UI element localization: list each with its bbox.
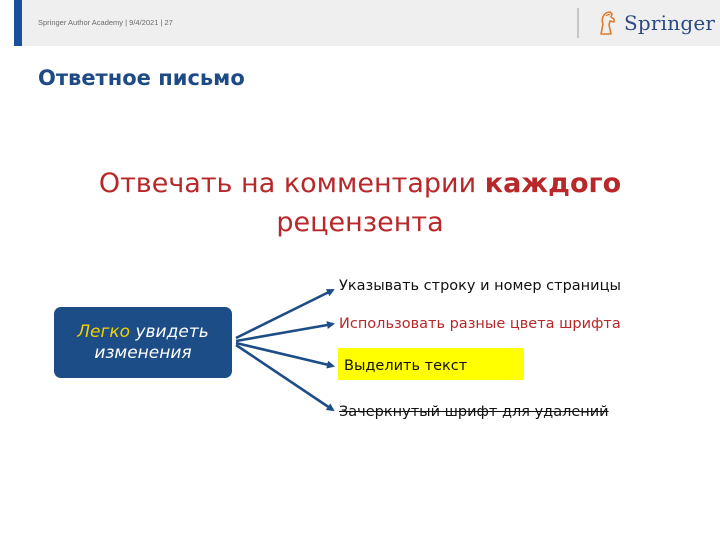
source-line-1-rest: увидеть: [130, 321, 209, 342]
statement-emphasis: каждого: [484, 168, 622, 199]
logo-wordmark: Springer: [624, 11, 716, 35]
slide-title: Ответное письмо: [38, 66, 245, 90]
source-box: [54, 307, 232, 378]
list-item-strikethrough: Зачеркнутый шрифт для удалений: [339, 404, 609, 420]
list-item-font-colors: Использовать разные цвета шрифта: [339, 316, 621, 332]
source-text: [77, 322, 209, 364]
arrow-to-item-1: [236, 290, 333, 338]
source-line-1: [77, 322, 209, 343]
statement-text: Отвечать на комментарии: [98, 168, 485, 199]
list-item-line-and-page: Указывать строку и номер страницы: [339, 278, 621, 294]
list-item-highlight-text: Выделить текст: [338, 348, 524, 380]
source-accent-word: Легко: [77, 321, 131, 342]
statement-line-2: рецензента: [276, 207, 444, 238]
source-line-2: изменения: [94, 342, 192, 363]
slide-footer-info: Springer Author Academy | 9/4/2021 | 27: [38, 18, 173, 27]
arrow-to-item-2: [236, 324, 333, 341]
